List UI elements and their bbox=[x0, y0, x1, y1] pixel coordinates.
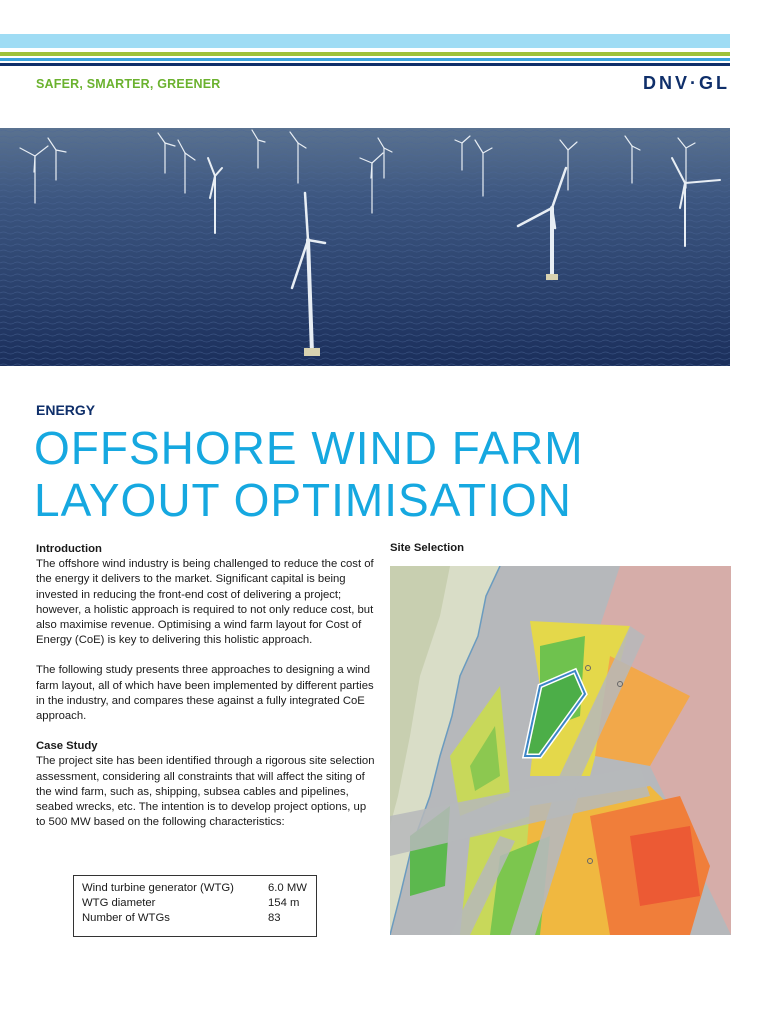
header-stripe-navy bbox=[0, 63, 730, 66]
hero-wind-turbines-image bbox=[0, 128, 730, 366]
spec-label: WTG diameter bbox=[82, 897, 156, 909]
spec-value: 154 m bbox=[268, 897, 300, 909]
title-line-1: OFFSHORE WIND FARM bbox=[34, 422, 584, 474]
introduction-paragraph-1: The offshore wind industry is being challenged to reduce the cost of the energy it delivers to the market. Significant capital is being invested in reducing the front-end cost of delivering a project; however, a holistic approach is required to not only reduce cost, but also maximise revenue. Optimising a wind farm layout for Cost of Energy (CoE) is key to delivering this holistic approach. bbox=[36, 558, 374, 647]
specs-row bbox=[82, 896, 316, 911]
left-column bbox=[36, 542, 376, 845]
case-study-paragraph: The project site has been identified through a rigorous site selection assessment, considering all constraints that will affect the siting of the wind farm, such as, shipping, subsea cables and pipelines, seabed wrecks, etc. The intention is to develop project options, up to 500 MW based on the following characteristics: bbox=[36, 755, 375, 829]
header-stripe-green bbox=[0, 52, 730, 56]
header-stripe-light-blue bbox=[0, 34, 730, 48]
header-stripe-blue bbox=[0, 58, 730, 61]
section-label: ENERGY bbox=[36, 402, 96, 418]
title-line-2: LAYOUT OPTIMISATION bbox=[34, 474, 572, 526]
spec-label: Wind turbine generator (WTG) bbox=[82, 882, 234, 894]
introduction-paragraph-2: The following study presents three approaches to designing a wind farm layout, all of which have been implemented by different parties in the industry, and compares these against a fully integrated CoE approach. bbox=[36, 664, 374, 723]
introduction-heading: Introduction bbox=[36, 543, 102, 555]
specs-row bbox=[82, 911, 316, 926]
page-title bbox=[34, 422, 734, 526]
specs-row bbox=[82, 881, 316, 896]
site-selection-map bbox=[390, 566, 731, 935]
specs-table bbox=[73, 875, 317, 937]
spec-label: Number of WTGs bbox=[82, 912, 170, 924]
case-study-heading: Case Study bbox=[36, 740, 98, 753]
dnvgl-logo: DNV·GL bbox=[643, 73, 730, 93]
tagline: SAFER, SMARTER, GREENER bbox=[36, 77, 221, 91]
site-selection-heading: Site Selection bbox=[390, 542, 465, 554]
spec-value: 6.0 MW bbox=[268, 882, 307, 894]
spec-value: 83 bbox=[268, 912, 281, 924]
